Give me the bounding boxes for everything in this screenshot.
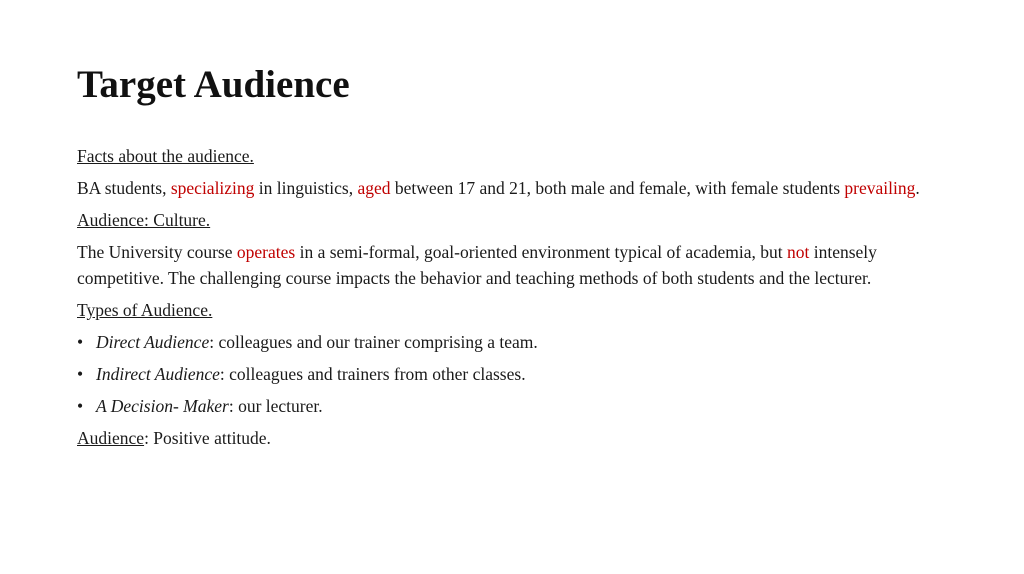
highlight-specializing: specializing: [170, 178, 255, 198]
facts-text-1: BA students,: [77, 178, 171, 198]
bullet-description: : colleagues and our trainer comprising a team.: [209, 332, 538, 352]
bullet-term: Indirect Audience: [96, 364, 220, 384]
facts-text-2: in linguistics,: [254, 178, 358, 198]
attitude-line: [77, 425, 957, 451]
bullet-item-direct-audience: [77, 329, 957, 355]
culture-text-1: The University course: [77, 242, 237, 262]
highlight-operates: operates: [236, 242, 296, 262]
bullet-description: : colleagues and trainers from other classes.: [219, 364, 526, 384]
facts-text-4: .: [915, 178, 920, 198]
culture-paragraph: [77, 239, 957, 291]
facts-heading: Facts about the audience.: [77, 146, 254, 166]
slide-title: Target Audience: [77, 63, 350, 106]
highlight-prevailing: prevailing: [844, 178, 916, 198]
bullet-item-decision-maker: [77, 393, 957, 419]
highlight-not: not: [786, 242, 810, 262]
culture-heading: Audience: Culture.: [77, 210, 211, 230]
bullet-item-indirect-audience: [77, 361, 957, 387]
attitude-label: Audience: [77, 428, 145, 448]
highlight-aged: aged: [357, 178, 391, 198]
bullet-icon: •: [77, 396, 84, 416]
bullet-term: A Decision- Maker: [96, 396, 229, 416]
culture-text-3: intensely competitive. The challenging course impacts the behavior and teaching methods of both students and the lecturer.: [77, 242, 877, 288]
bullet-description: : our lecturer.: [228, 396, 323, 416]
bullet-term: Direct Audience: [96, 332, 210, 352]
facts-text-3: between 17 and 21, both male and female, with female students: [390, 178, 845, 198]
attitude-text: : Positive attitude.: [144, 428, 271, 448]
culture-text-2: in a semi-formal, goal-oriented environment typical of academia, but: [295, 242, 787, 262]
slide-body: [77, 143, 957, 457]
bullet-icon: •: [77, 364, 84, 384]
facts-paragraph: [77, 175, 957, 201]
types-heading: Types of Audience.: [77, 300, 213, 320]
bullet-icon: •: [77, 332, 84, 352]
